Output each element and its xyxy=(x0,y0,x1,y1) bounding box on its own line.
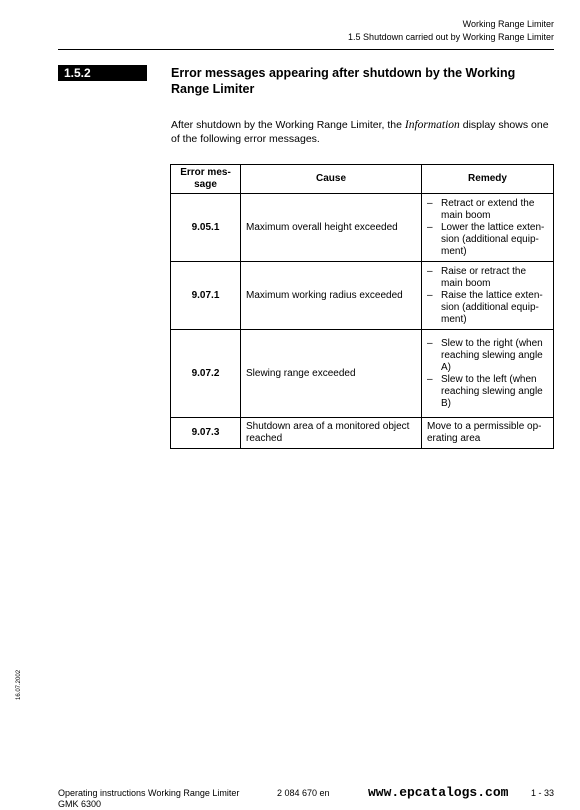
error-remedy: Move to a permissible op-erating area xyxy=(422,418,554,449)
table-row xyxy=(171,330,554,418)
header-cause: Cause xyxy=(241,165,422,194)
error-cause: Slewing range exceeded xyxy=(241,330,422,418)
footer-model: GMK 6300 xyxy=(58,799,102,809)
table-row xyxy=(171,418,554,449)
error-code: 9.07.2 xyxy=(171,330,241,418)
header-title: Working Range Limiter xyxy=(462,19,554,29)
table-row xyxy=(171,262,554,330)
header-subtitle: 1.5 Shutdown carried out by Working Range Limiter xyxy=(348,32,554,42)
intro-emphasis: Information xyxy=(404,119,460,131)
header-remedy: Remedy xyxy=(422,165,554,194)
page-number: 1 - 33 xyxy=(530,788,554,798)
intro-text-after: display shows one of the following error messages. xyxy=(171,119,549,145)
error-messages-table xyxy=(170,164,554,449)
error-cause: Maximum overall height exceeded xyxy=(241,194,422,262)
error-cause: Maximum working radius exceeded xyxy=(241,262,422,330)
section-title: Error messages appearing after shutdown by the Working Range Limiter xyxy=(171,66,516,96)
watermark-link[interactable]: www.epcatalogs.com xyxy=(368,785,509,800)
print-date: 16.07.2002 xyxy=(16,669,22,700)
remedy-item: – Retract or extend the main boom xyxy=(427,198,548,222)
remedy-item: – Raise the lattice exten-sion (additional equip-ment) xyxy=(427,290,548,326)
intro-text-before: After shutdown by the Working Range Limiter, the xyxy=(171,119,405,131)
footer-doc-title: Operating instructions Working Range Limiter xyxy=(58,788,240,798)
error-remedy xyxy=(422,330,554,418)
error-code: 9.05.1 xyxy=(171,194,241,262)
table-row xyxy=(171,194,554,262)
error-cause: Shutdown area of a monitored object reached xyxy=(241,418,422,449)
error-remedy xyxy=(422,194,554,262)
error-code: 9.07.1 xyxy=(171,262,241,330)
error-remedy xyxy=(422,262,554,330)
remedy-item: – Raise or retract the main boom xyxy=(427,266,548,290)
remedy-item: – Slew to the left (when reaching slewing angle B) xyxy=(427,374,548,410)
header-error-message: Error mes- sage xyxy=(171,165,241,194)
table-header-row xyxy=(171,165,554,194)
remedy-item: – Lower the lattice exten-sion (additional equip-ment) xyxy=(427,222,548,258)
error-code: 9.07.3 xyxy=(171,418,241,449)
header-divider xyxy=(58,49,554,50)
section-number: 1.5.2 xyxy=(58,65,147,81)
footer-doc-number: 2 084 670 en xyxy=(277,788,330,798)
remedy-item: – Slew to the right (when reaching slewing angle A) xyxy=(427,338,548,374)
intro-paragraph xyxy=(171,118,551,146)
running-header xyxy=(348,18,554,44)
